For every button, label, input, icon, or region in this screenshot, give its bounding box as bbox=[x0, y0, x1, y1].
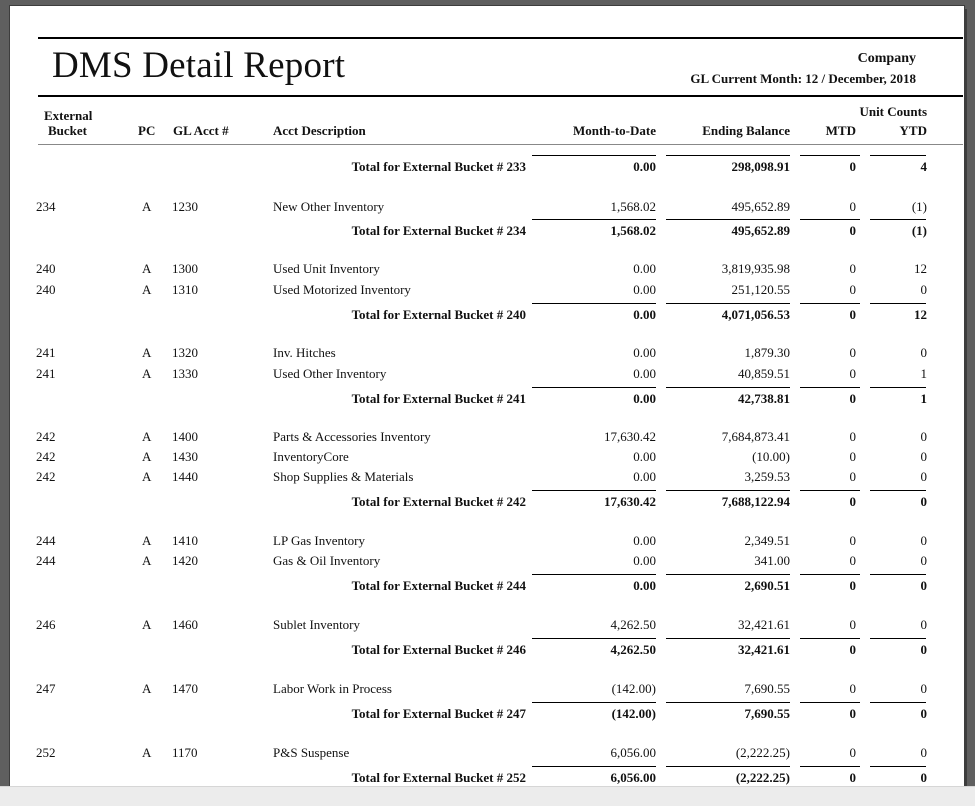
gl-acct-cell: 1410 bbox=[172, 533, 198, 548]
column-header-rule bbox=[38, 144, 963, 145]
pc-cell: A bbox=[142, 345, 152, 360]
subtotal-underline bbox=[870, 702, 926, 703]
bucket-cell: 241 bbox=[36, 366, 56, 381]
total-label: Total for External Bucket # 240 bbox=[351, 307, 526, 322]
bucket-cell: 247 bbox=[36, 681, 56, 696]
gl-acct-cell: 1330 bbox=[172, 366, 198, 381]
subtotal-underline bbox=[870, 766, 926, 767]
table-row bbox=[10, 365, 964, 383]
month-to-date-cell: 0.00 bbox=[633, 391, 656, 406]
col-header-pc: PC bbox=[138, 123, 156, 138]
unit-mtd-cell: 0 bbox=[849, 533, 856, 548]
subtotal-underline bbox=[800, 638, 860, 639]
unit-ytd-cell: 0 bbox=[920, 553, 927, 568]
bucket-total-row bbox=[10, 493, 964, 511]
unit-ytd-cell: 0 bbox=[920, 469, 927, 484]
report-title: DMS Detail Report bbox=[52, 45, 346, 86]
col-header-ending-balance: Ending Balance bbox=[702, 123, 790, 138]
subtotal-underline bbox=[870, 303, 926, 304]
unit-ytd-cell: 0 bbox=[920, 642, 927, 657]
bucket-total-row bbox=[10, 222, 964, 240]
acct-description-cell: Gas & Oil Inventory bbox=[273, 553, 381, 568]
total-label: Total for External Bucket # 244 bbox=[351, 578, 526, 593]
subtotal-underline bbox=[666, 219, 790, 220]
pc-cell: A bbox=[142, 681, 152, 696]
month-to-date-cell: 0.00 bbox=[633, 469, 656, 484]
month-to-date-cell: 0.00 bbox=[633, 449, 656, 464]
unit-mtd-cell: 0 bbox=[849, 345, 856, 360]
col-header-acct-description: Acct Description bbox=[273, 123, 366, 138]
month-to-date-cell: 1,568.02 bbox=[610, 223, 656, 238]
gl-acct-cell: 1470 bbox=[172, 681, 198, 696]
col-header-unit-mtd: MTD bbox=[825, 123, 856, 138]
subtotal-underline bbox=[666, 155, 790, 156]
month-to-date-cell: 6,056.00 bbox=[610, 770, 656, 785]
month-to-date-cell: 0.00 bbox=[633, 345, 656, 360]
pc-cell: A bbox=[142, 469, 152, 484]
acct-description-cell: Used Unit Inventory bbox=[273, 261, 380, 276]
unit-ytd-cell: (1) bbox=[911, 223, 927, 238]
total-label: Total for External Bucket # 247 bbox=[351, 706, 526, 721]
pc-cell: A bbox=[142, 533, 152, 548]
pc-cell: A bbox=[142, 617, 152, 632]
subtotal-underline bbox=[666, 702, 790, 703]
subtotal-underline bbox=[532, 766, 656, 767]
bucket-cell: 234 bbox=[36, 199, 56, 214]
acct-description-cell: Parts & Accessories Inventory bbox=[273, 429, 431, 444]
unit-mtd-cell: 0 bbox=[849, 307, 856, 322]
gl-acct-cell: 1300 bbox=[172, 261, 198, 276]
acct-description-cell: Sublet Inventory bbox=[273, 617, 361, 632]
month-to-date-cell: (142.00) bbox=[611, 681, 656, 696]
table-row bbox=[10, 448, 964, 466]
company-label: Company bbox=[857, 51, 916, 66]
unit-mtd-cell: 0 bbox=[849, 469, 856, 484]
col-header-month-to-date: Month-to-Date bbox=[572, 123, 656, 138]
pc-cell: A bbox=[142, 261, 152, 276]
pc-cell: A bbox=[142, 449, 152, 464]
unit-mtd-cell: 0 bbox=[849, 391, 856, 406]
bucket-cell: 240 bbox=[36, 282, 56, 297]
bucket-cell: 240 bbox=[36, 261, 56, 276]
bucket-cell: 242 bbox=[36, 469, 56, 484]
gl-acct-cell: 1170 bbox=[172, 745, 198, 760]
subtotal-underline bbox=[800, 574, 860, 575]
subtotal-underline bbox=[800, 303, 860, 304]
subtotal-underline bbox=[800, 490, 860, 491]
acct-description-cell: Labor Work in Process bbox=[273, 681, 392, 696]
subtotal-underline bbox=[800, 219, 860, 220]
unit-ytd-cell: 0 bbox=[920, 533, 927, 548]
report-page bbox=[10, 6, 964, 796]
table-row bbox=[10, 281, 964, 299]
subtotal-underline bbox=[532, 702, 656, 703]
subtotal-underline bbox=[666, 303, 790, 304]
table-row bbox=[10, 344, 964, 362]
unit-mtd-cell: 0 bbox=[849, 159, 856, 174]
ending-balance-cell: 7,690.55 bbox=[744, 681, 790, 696]
month-to-date-cell: 4,262.50 bbox=[610, 617, 656, 632]
bucket-total-row bbox=[10, 306, 964, 324]
unit-mtd-cell: 0 bbox=[849, 745, 856, 760]
table-row bbox=[10, 198, 964, 216]
ending-balance-cell: 2,690.51 bbox=[744, 578, 790, 593]
bucket-total-row bbox=[10, 390, 964, 408]
pc-cell: A bbox=[142, 429, 152, 444]
col-header-unit-ytd: YTD bbox=[899, 123, 927, 138]
ending-balance-cell: 298,098.91 bbox=[731, 159, 790, 174]
unit-mtd-cell: 0 bbox=[849, 706, 856, 721]
col-header-gl-acct: GL Acct # bbox=[173, 123, 229, 138]
pc-cell: A bbox=[142, 282, 152, 297]
bucket-cell: 244 bbox=[36, 533, 56, 548]
unit-ytd-cell: 1 bbox=[920, 366, 927, 381]
month-to-date-cell: 17,630.42 bbox=[604, 429, 656, 444]
month-to-date-cell: 0.00 bbox=[633, 553, 656, 568]
month-to-date-cell: 0.00 bbox=[633, 366, 656, 381]
unit-ytd-cell: (1) bbox=[911, 199, 927, 214]
unit-mtd-cell: 0 bbox=[849, 681, 856, 696]
unit-ytd-cell: 0 bbox=[920, 681, 927, 696]
table-row bbox=[10, 468, 964, 486]
ending-balance-cell: 251,120.55 bbox=[731, 282, 790, 297]
unit-ytd-cell: 0 bbox=[920, 617, 927, 632]
ending-balance-cell: 32,421.61 bbox=[738, 642, 790, 657]
subtotal-underline bbox=[532, 387, 656, 388]
unit-mtd-cell: 0 bbox=[849, 223, 856, 238]
unit-mtd-cell: 0 bbox=[849, 366, 856, 381]
bucket-total-row bbox=[10, 769, 964, 787]
unit-ytd-cell: 0 bbox=[920, 429, 927, 444]
unit-mtd-cell: 0 bbox=[849, 553, 856, 568]
ending-balance-cell: 341.00 bbox=[754, 553, 790, 568]
unit-ytd-cell: 0 bbox=[920, 578, 927, 593]
ending-balance-cell: 7,688,122.94 bbox=[721, 494, 790, 509]
unit-ytd-cell: 0 bbox=[920, 745, 927, 760]
acct-description-cell: Used Other Inventory bbox=[273, 366, 387, 381]
unit-mtd-cell: 0 bbox=[849, 770, 856, 785]
col-header-unit-counts: Unit Counts bbox=[859, 104, 927, 119]
total-label: Total for External Bucket # 252 bbox=[351, 770, 526, 785]
bucket-cell: 241 bbox=[36, 345, 56, 360]
unit-ytd-cell: 0 bbox=[920, 706, 927, 721]
month-to-date-cell: 6,056.00 bbox=[610, 745, 656, 760]
subtotal-underline bbox=[532, 155, 656, 156]
table-row bbox=[10, 616, 964, 634]
ending-balance-cell: 2,349.51 bbox=[744, 533, 790, 548]
subtotal-underline bbox=[800, 155, 860, 156]
acct-description-cell: Shop Supplies & Materials bbox=[273, 469, 414, 484]
subtotal-underline bbox=[532, 219, 656, 220]
gl-acct-cell: 1420 bbox=[172, 553, 198, 568]
ending-balance-cell: (10.00) bbox=[752, 449, 790, 464]
gl-acct-cell: 1400 bbox=[172, 429, 198, 444]
subtotal-underline bbox=[870, 638, 926, 639]
month-to-date-cell: 0.00 bbox=[633, 282, 656, 297]
subtotal-underline bbox=[666, 766, 790, 767]
gl-current-month: GL Current Month: 12 / December, 2018 bbox=[690, 71, 916, 86]
gl-acct-cell: 1310 bbox=[172, 282, 198, 297]
unit-ytd-cell: 0 bbox=[920, 494, 927, 509]
unit-mtd-cell: 0 bbox=[849, 642, 856, 657]
unit-mtd-cell: 0 bbox=[849, 494, 856, 509]
total-label: Total for External Bucket # 233 bbox=[351, 159, 526, 174]
table-row bbox=[10, 428, 964, 446]
acct-description-cell: P&S Suspense bbox=[273, 745, 350, 760]
gl-acct-cell: 1440 bbox=[172, 469, 198, 484]
unit-mtd-cell: 0 bbox=[849, 578, 856, 593]
header-rule bbox=[38, 95, 963, 97]
subtotal-underline bbox=[800, 766, 860, 767]
subtotal-underline bbox=[870, 490, 926, 491]
subtotal-underline bbox=[532, 574, 656, 575]
ending-balance-cell: (2,222.25) bbox=[735, 770, 790, 785]
subtotal-underline bbox=[870, 155, 926, 156]
month-to-date-cell: 0.00 bbox=[633, 578, 656, 593]
acct-description-cell: InventoryCore bbox=[273, 449, 349, 464]
subtotal-underline bbox=[666, 574, 790, 575]
col-header-external: External bbox=[44, 108, 93, 123]
pc-cell: A bbox=[142, 553, 152, 568]
unit-mtd-cell: 0 bbox=[849, 261, 856, 276]
top-rule bbox=[38, 37, 963, 39]
viewer-status-strip bbox=[0, 786, 975, 806]
unit-mtd-cell: 0 bbox=[849, 199, 856, 214]
month-to-date-cell: 17,630.42 bbox=[604, 494, 656, 509]
unit-mtd-cell: 0 bbox=[849, 429, 856, 444]
subtotal-underline bbox=[666, 490, 790, 491]
subtotal-underline bbox=[800, 702, 860, 703]
bucket-total-row bbox=[10, 641, 964, 659]
bucket-cell: 242 bbox=[36, 429, 56, 444]
bucket-cell: 242 bbox=[36, 449, 56, 464]
table-row bbox=[10, 532, 964, 550]
ending-balance-cell: 1,879.30 bbox=[744, 345, 790, 360]
subtotal-underline bbox=[532, 303, 656, 304]
month-to-date-cell: 1,568.02 bbox=[610, 199, 656, 214]
subtotal-underline bbox=[532, 490, 656, 491]
table-row bbox=[10, 260, 964, 278]
bucket-cell: 244 bbox=[36, 553, 56, 568]
subtotal-underline bbox=[870, 387, 926, 388]
unit-ytd-cell: 0 bbox=[920, 282, 927, 297]
unit-ytd-cell: 12 bbox=[914, 307, 927, 322]
subtotal-underline bbox=[532, 638, 656, 639]
ending-balance-cell: 42,738.81 bbox=[738, 391, 790, 406]
ending-balance-cell: (2,222.25) bbox=[735, 745, 790, 760]
unit-ytd-cell: 12 bbox=[914, 261, 927, 276]
ending-balance-cell: 40,859.51 bbox=[738, 366, 790, 381]
month-to-date-cell: 0.00 bbox=[633, 307, 656, 322]
acct-description-cell: New Other Inventory bbox=[273, 199, 385, 214]
month-to-date-cell: 0.00 bbox=[633, 261, 656, 276]
unit-ytd-cell: 0 bbox=[920, 770, 927, 785]
subtotal-underline bbox=[666, 638, 790, 639]
gl-acct-cell: 1320 bbox=[172, 345, 198, 360]
month-to-date-cell: 0.00 bbox=[633, 533, 656, 548]
acct-description-cell: Inv. Hitches bbox=[273, 345, 336, 360]
unit-ytd-cell: 1 bbox=[920, 391, 927, 406]
ending-balance-cell: 32,421.61 bbox=[738, 617, 790, 632]
pc-cell: A bbox=[142, 745, 152, 760]
bucket-total-row bbox=[10, 705, 964, 723]
total-label: Total for External Bucket # 234 bbox=[351, 223, 526, 238]
gl-acct-cell: 1460 bbox=[172, 617, 198, 632]
month-to-date-cell: 4,262.50 bbox=[610, 642, 656, 657]
unit-ytd-cell: 4 bbox=[920, 159, 927, 174]
bucket-total-row bbox=[10, 158, 964, 176]
table-row bbox=[10, 680, 964, 698]
bucket-cell: 252 bbox=[36, 745, 56, 760]
total-label: Total for External Bucket # 246 bbox=[351, 642, 526, 657]
month-to-date-cell: (142.00) bbox=[611, 706, 656, 721]
month-to-date-cell: 0.00 bbox=[633, 159, 656, 174]
unit-mtd-cell: 0 bbox=[849, 617, 856, 632]
subtotal-underline bbox=[870, 219, 926, 220]
unit-mtd-cell: 0 bbox=[849, 449, 856, 464]
gl-acct-cell: 1430 bbox=[172, 449, 198, 464]
col-header-bucket: Bucket bbox=[48, 123, 87, 138]
subtotal-underline bbox=[800, 387, 860, 388]
pc-cell: A bbox=[142, 199, 152, 214]
unit-ytd-cell: 0 bbox=[920, 345, 927, 360]
total-label: Total for External Bucket # 242 bbox=[351, 494, 526, 509]
ending-balance-cell: 3,259.53 bbox=[744, 469, 790, 484]
ending-balance-cell: 495,652.89 bbox=[731, 223, 790, 238]
table-row bbox=[10, 744, 964, 762]
ending-balance-cell: 3,819,935.98 bbox=[721, 261, 790, 276]
pc-cell: A bbox=[142, 366, 152, 381]
table-row bbox=[10, 552, 964, 570]
total-label: Total for External Bucket # 241 bbox=[351, 391, 526, 406]
bucket-cell: 246 bbox=[36, 617, 56, 632]
ending-balance-cell: 4,071,056.53 bbox=[721, 307, 790, 322]
unit-mtd-cell: 0 bbox=[849, 282, 856, 297]
acct-description-cell: LP Gas Inventory bbox=[273, 533, 365, 548]
subtotal-underline bbox=[870, 574, 926, 575]
acct-description-cell: Used Motorized Inventory bbox=[273, 282, 411, 297]
subtotal-underline bbox=[666, 387, 790, 388]
unit-ytd-cell: 0 bbox=[920, 449, 927, 464]
ending-balance-cell: 7,684,873.41 bbox=[721, 429, 790, 444]
ending-balance-cell: 495,652.89 bbox=[731, 199, 790, 214]
bucket-total-row bbox=[10, 577, 964, 595]
gl-acct-cell: 1230 bbox=[172, 199, 198, 214]
ending-balance-cell: 7,690.55 bbox=[744, 706, 790, 721]
